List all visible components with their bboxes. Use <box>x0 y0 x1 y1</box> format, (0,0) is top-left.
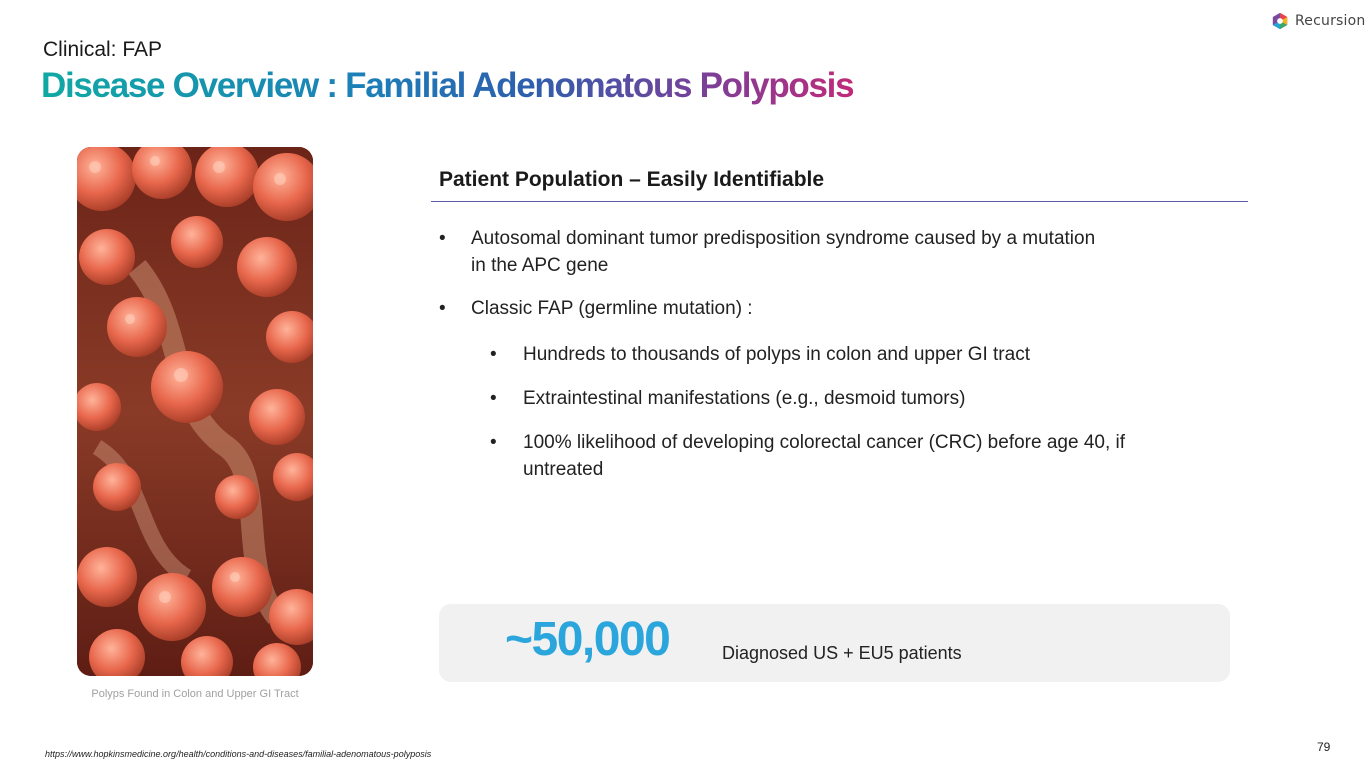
stat-label: Diagnosed US + EU5 patients <box>722 643 962 663</box>
recursion-hexagon-icon <box>1271 12 1289 30</box>
bullet-marker: • <box>490 344 497 365</box>
bullet-marker: • <box>439 228 446 249</box>
section-heading: Patient Population – Easily Identifiable <box>439 168 825 191</box>
source-citation: https://www.hopkinsmedicine.org/health/conditions-and-diseases/familial-adenomatous-polyposis <box>45 749 432 759</box>
bullet-text: Autosomal dominant tumor predisposition syndrome caused by a mutation in the APC gene <box>471 228 1096 276</box>
recursion-logo <box>1271 10 1365 32</box>
polyps-illustration <box>77 147 313 676</box>
sub-bullet-text: 100% likelihood of developing colorectal cancer (CRC) before age 40, if untreated <box>523 432 1126 480</box>
page-number: 79 <box>1317 740 1331 754</box>
bullet-text: Classic FAP (germline mutation) : <box>471 298 753 319</box>
brand-name: Recursion <box>1295 13 1365 29</box>
sub-bullet-text: Extraintestinal manifestations (e.g., desmoid tumors) <box>523 388 966 409</box>
sub-bullet-text: Hundreds to thousands of polyps in colon and upper GI tract <box>523 344 1030 365</box>
photo-caption: Polyps Found in Colon and Upper GI Tract <box>91 688 299 700</box>
bullet-marker: • <box>490 432 497 453</box>
slide-kicker: Clinical: FAP <box>43 38 163 61</box>
bullet-marker: • <box>439 298 446 319</box>
section-divider <box>431 201 1248 202</box>
bullet-marker: • <box>490 388 497 409</box>
stat-value: ~50,000 <box>505 613 670 666</box>
sub-bullet-item <box>490 385 1173 412</box>
sub-bullet-item <box>490 341 1173 368</box>
bullet-item <box>439 225 1111 279</box>
slide-title: Disease Overview : Familial Adenomatous Polyposis <box>41 66 854 105</box>
colon-polyps-photo <box>77 147 313 676</box>
bullet-item <box>439 295 1111 322</box>
sub-bullet-item <box>490 429 1173 483</box>
